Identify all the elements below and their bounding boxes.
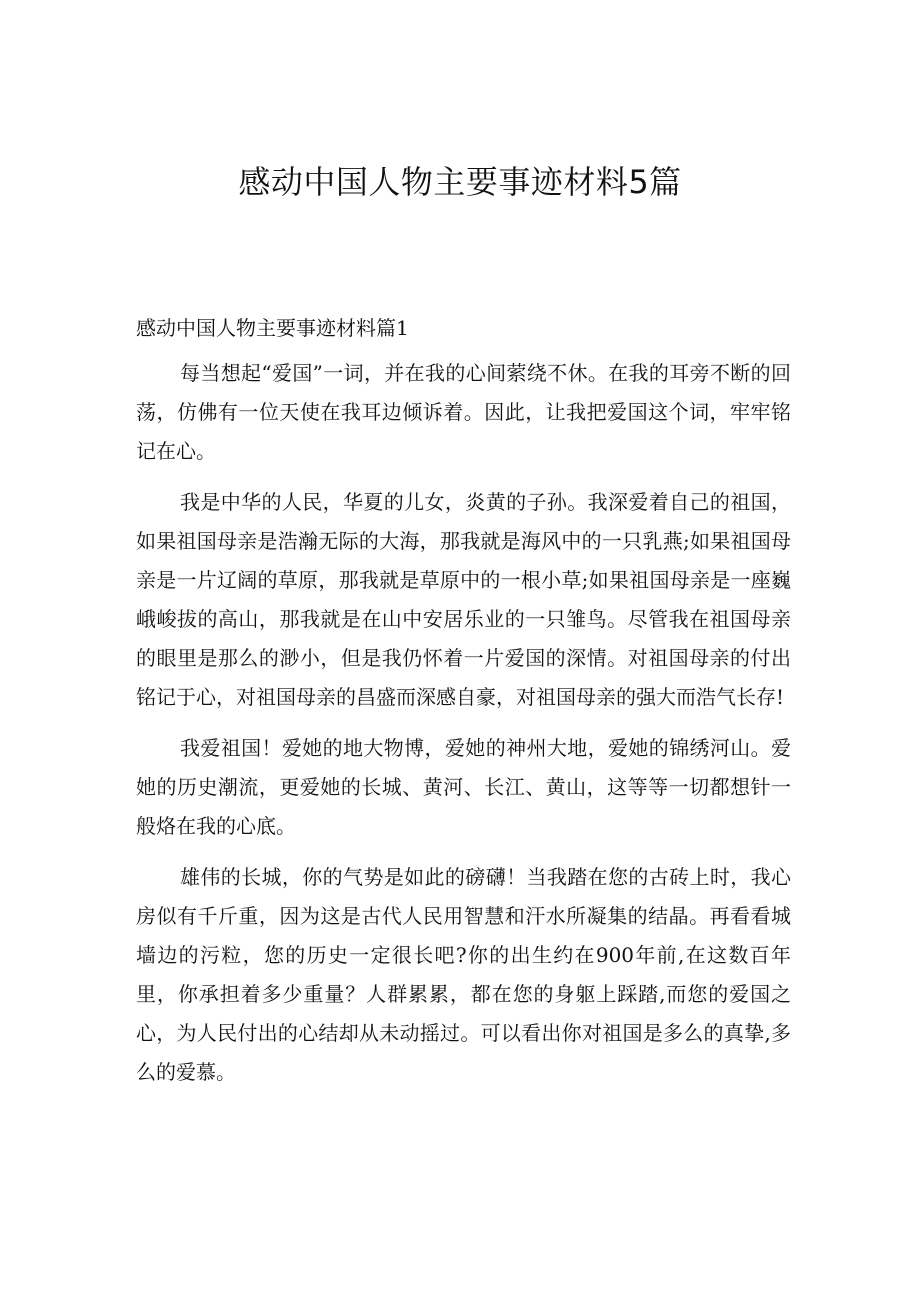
paragraph-1: 每当想起“爱国”一词，并在我的心间萦绕不休。在我的耳旁不断的回荡，仿佛有一位天使在我耳边倾诉着。因此，让我把爱国这个词，牢牢铭记在心。 xyxy=(136,361,791,463)
paragraph-2: 我是中华的人民，华夏的儿女，炎黄的子孙。我深爱着自己的祖国，如果祖国母亲是浩瀚无际的大海，那我就是海风中的一只乳燕;如果祖国母亲是一片辽阔的草原，那我就是草原中的一根小草;如果祖国母亲是一座巍峨峻拔的高山，那我就是在山中安居乐业的一只雏鸟。尽管我在祖国母亲的眼里是那么的渺小，但是我仍怀着一片爱国的深情。对祖国母亲的付出铭记于心，对祖国母亲的昌盛而深感自豪，对祖国母亲的强大而浩气长存! xyxy=(136,490,791,709)
paragraph-3: 我爱祖国！爱她的地大物博，爱她的神州大地，爱她的锦绣河山。爱她的历史潮流，更爱她的长城、黄河、长江、黄山，这等等一切都想针一般烙在我的心底。 xyxy=(136,736,791,838)
paragraph-4: 雄伟的长城，你的气势是如此的磅礴！当我踏在您的古砖上时，我心房似有千斤重，因为这是古代人民用智慧和汗水所凝集的结晶。再看看城墙边的污粒，您的历史一定很长吧?你的出生约在900年前,在这数百年里，你承担着多少重量？人群累累，都在您的身躯上踩踏,而您的爱国之心，为人民付出的心结却从未动摇过。可以看出你对祖国是多么的真挚,多么的爱慕。 xyxy=(136,865,791,1084)
section-heading: 感动中国人物主要事迹材料篇1 xyxy=(136,316,409,340)
document-body xyxy=(136,308,791,1104)
document-title: 感动中国人物主要事迹材料5篇 xyxy=(238,163,682,201)
